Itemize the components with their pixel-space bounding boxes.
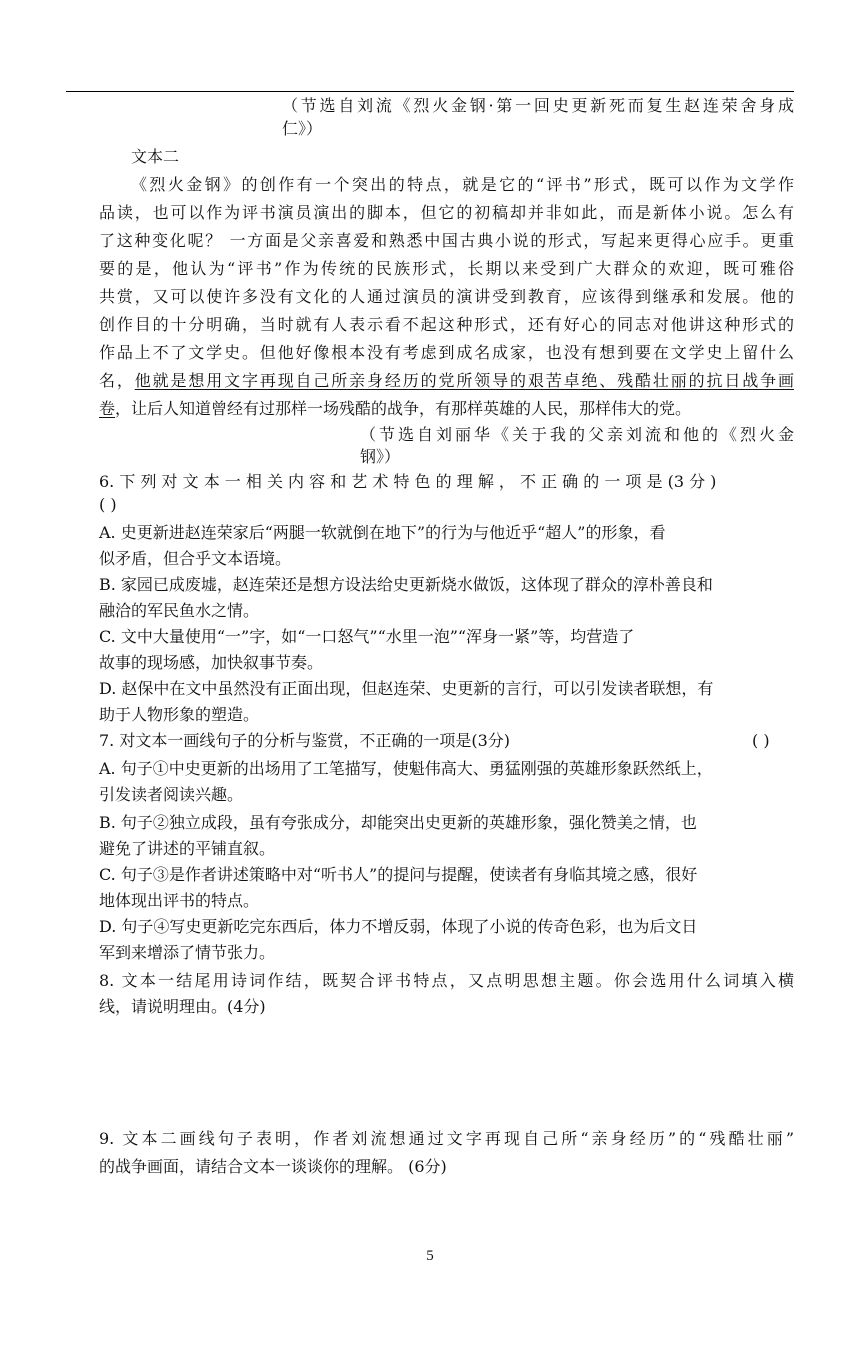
source-text2-line2: 钢》）: [360, 447, 401, 466]
q7-option-a-line2: 引发读者阅读兴趣。: [99, 785, 244, 804]
q6-stem: 6. 下 列 对 文 本 一 相 关 内 容 和 艺 术 特 色 的 理 解 ， 不 正 确 的 一 项 是 (3 分 ): [99, 472, 717, 491]
q9-line1: 9. 文本二画线句子表明，作者刘流想通过文字再现自己所“亲身经历”的“残酷壮丽”: [99, 1129, 794, 1148]
q6-answer-paren: ( ): [99, 495, 117, 514]
q6-option-a-line1: A. 史更新进赵连荣家后“两腿一软就倒在地下”的行为与他近乎“超人”的形象，看: [99, 523, 666, 542]
q7-option-b-line2: 避免了讲述的平铺直叙。: [99, 839, 276, 858]
text2-line9-suffix: ，让后人知道曾经有过那样一场残酷的战争，有那样英雄的人民，那样伟大的党。: [115, 399, 692, 418]
q7-option-d-line2: 军到来增添了情节张力。: [99, 943, 276, 962]
q7-option-b-line1: B. 句子②独立成段，虽有夸张成分，却能突出史更新的英雄形象，强化赞美之情，也: [99, 813, 697, 832]
text2-paragraph-line3: 了这种变化呢？ 一方面是父亲喜爱和熟悉中国古典小说的形式，写起来更得心应手。更重: [99, 231, 794, 250]
q6-option-b-line2: 融洽的军民鱼水之情。: [99, 601, 260, 620]
text2-paragraph-line7: 作品上不了文学史。但他好像根本没有考虑到成名成家，也没有想到要在文学史上留什么: [99, 343, 794, 362]
text2-heading: 文本二: [131, 147, 180, 166]
text2-paragraph-line5: 共赏，又可以使许多没有文化的人通过演员的演讲受到教育，应该得到继承和发展。他的: [99, 287, 794, 306]
page-number: 5: [426, 1248, 434, 1264]
source-text2-line1: （节选自刘丽华《关于我的父亲刘流和他的《烈火金: [360, 425, 794, 444]
q7-option-c-line1: C. 句子③是作者讲述策略中对“听书人”的提问与提醒，使读者有身临其境之感，很好: [99, 865, 698, 884]
text2-paragraph-line9: [99, 398, 691, 420]
q6-option-b-line1: B. 家园已成废墟，赵连荣还是想方设法给史更新烧水做饭，这体现了群众的淳朴善良和: [99, 575, 713, 594]
q6-option-d-line1: D. 赵保中在文中虽然没有正面出现，但赵连荣、史更新的言行，可以引发读者联想，有: [99, 679, 714, 698]
text2-paragraph-line6: 创作目的十分明确，当时就有人表示看不起这种形式，还有好心的同志对他讲这种形式的: [99, 315, 794, 334]
q6-option-d-line2: 助于人物形象的塑造。: [99, 705, 260, 724]
text2-paragraph-line1: 《烈火金钢》的创作有一个突出的特点，就是它的“评书”形式，既可以作为文学作: [131, 175, 794, 194]
header-rule: [66, 91, 794, 92]
q8-line1: 8. 文本一结尾用诗词作结，既契合评书特点，又点明思想主题。你会选用什么词填入横: [99, 971, 794, 990]
q7-stem: 7. 对文本一画线句子的分析与鉴赏，不正确的一项是(3分): [99, 731, 511, 750]
q6-option-c-line1: C. 文中大量使用“一”字，如“一口怒气”“水里一泡”“浑身一紧”等，均营造了: [99, 627, 635, 646]
q7-answer-paren: ( ): [752, 731, 770, 750]
source-text1-line1: （节选自刘流《烈火金钢·第一回史更新死而复生赵连荣舍身成: [282, 96, 794, 115]
text2-paragraph-line8: [99, 370, 794, 392]
q7-option-c-line2: 地体现出评书的特点。: [99, 891, 260, 910]
text2-line8-prefix: 名，: [99, 371, 135, 390]
q6-option-a-line2: 似矛盾，但合乎文本语境。: [99, 549, 292, 568]
q9-line2: 的战争画面，请结合文本一谈谈你的理解。 (6分): [99, 1157, 447, 1176]
q6-option-c-line2: 故事的现场感，加快叙事节奏。: [99, 653, 324, 672]
source-text1-line2: 仁》）: [282, 119, 323, 138]
q7-option-d-line1: D. 句子④写史更新吃完东西后，体力不增反弱，体现了小说的传奇色彩，也为后文日: [99, 917, 698, 936]
text2-underlined-sentence-part1: 他就是想用文字再现自己所亲身经历的党所领导的艰苦卓绝、残酷壮丽的抗日战争画: [134, 371, 794, 390]
text2-paragraph-line2: 品读，也可以作为评书演员演出的脚本，但它的初稿却并非如此，而是新体小说。怎么有: [99, 203, 794, 222]
q7-option-a-line1: A. 句子①中史更新的出场用了工笔描写，使魁伟高大、勇猛刚强的英雄形象跃然纸上，: [99, 759, 713, 778]
text2-underlined-sentence-part2: 卷: [99, 399, 116, 418]
text2-paragraph-line4: 要的是，他认为“评书”作为传统的民族形式，长期以来受到广大群众的欢迎，既可雅俗: [99, 259, 794, 278]
q8-line2: 线，请说明理由。(4分): [99, 997, 266, 1016]
